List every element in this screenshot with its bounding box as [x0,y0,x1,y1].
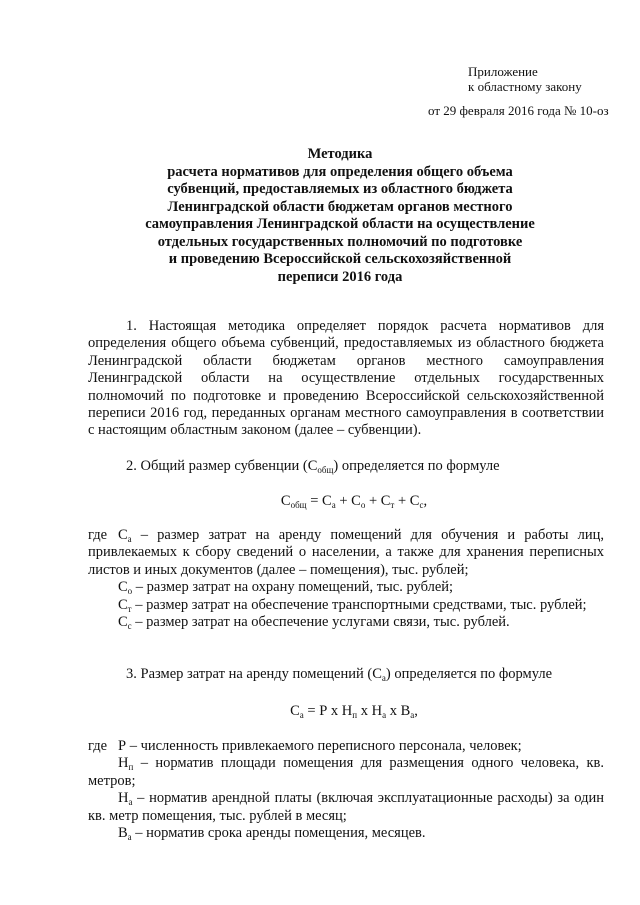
definition-ct: $С_т$ – размер затрат на обеспечение транспортными средствами, тыс. рублей; [118,596,587,614]
formula-total-subvention: $С_{общ} = С_а + С_о + С_т + С_с$, [280,493,428,510]
definition-co: $С_о$ – размер затрат на охрану помещений, тыс. рублей; [118,579,454,597]
appendix-date: от 29 февраля 2016 года № 10-оз [428,103,609,118]
definition-np: $Н_п$ – норматив площади помещения для размещения одного человека, кв. метров; [88,755,604,789]
title-line-3: субвенций, предоставляемых из областного бюджета [167,181,513,197]
title-line-1: Методика [307,146,373,162]
appendix-line-1: Приложение [468,64,538,79]
appendix-header [468,64,582,94]
definition-p: где Р – численность привлекаемого переписного персонала, человек; [88,738,522,754]
document-title [60,146,620,286]
section-2-definitions [88,527,604,631]
section-3-intro: 3. Размер затрат на аренду помещений $(С_а)$ определяется по формуле [126,666,553,683]
title-line-7: и проведению Всероссийской сельскохозяйственной [168,251,512,267]
title-line-6: отдельных государственных полномочий по подготовке [157,233,523,250]
title-line-5: самоуправления Ленинградской области на осуществление [145,216,535,232]
section-2-intro: 2. Общий размер субвенции $(С_{общ})$ определяется по формуле [126,458,500,475]
title-line-4: Ленинградской области бюджетам органов местного [167,198,513,215]
definition-va: $В_а$ – норматив срока аренды помещения, месяцев. [118,825,426,843]
title-line-2: расчета нормативов для определения общего объема [167,163,513,180]
definition-na: $Н_а$ – норматив арендной платы (включая эксплуатационные расходы) за один кв. метр помещения, тыс. рублей в месяц; [88,790,604,824]
section-3-definitions [88,738,604,842]
definition-cs: $С_с$ – размер затрат на обеспечение услугами связи, тыс. рублей. [118,614,510,632]
appendix-line-2: к областному закону [468,79,582,94]
formula-rent-cost: $С_а = Р$ х $Н_п$ х $Н_а$ х $В_а$, [290,703,418,720]
title-line-8: переписи 2016 года [277,268,403,285]
definition-ca: где $С_а$ – размер затрат на аренду помещений для обучения и работы лиц, привлекаемых к сбору сведений о населении, а также для хранения переписных листов и иных документов (далее – помещения), тыс. рублей; [88,527,604,578]
section-1-paragraph: 1. Настоящая методика определяет порядок расчета нормативов для определения общего объема субвенций, предоставляемых из областного бюджета Ленинградской области бюджетам органов местного самоуправления Ленинградской области на осуществление отдельных государственных полномочий по подготовке и проведению Всероссийской сельскохозяйственной переписи 2016 год, переданных органам местного самоуправления в соответствии с настоящим областным законом (далее – субвенции). [88,318,604,439]
